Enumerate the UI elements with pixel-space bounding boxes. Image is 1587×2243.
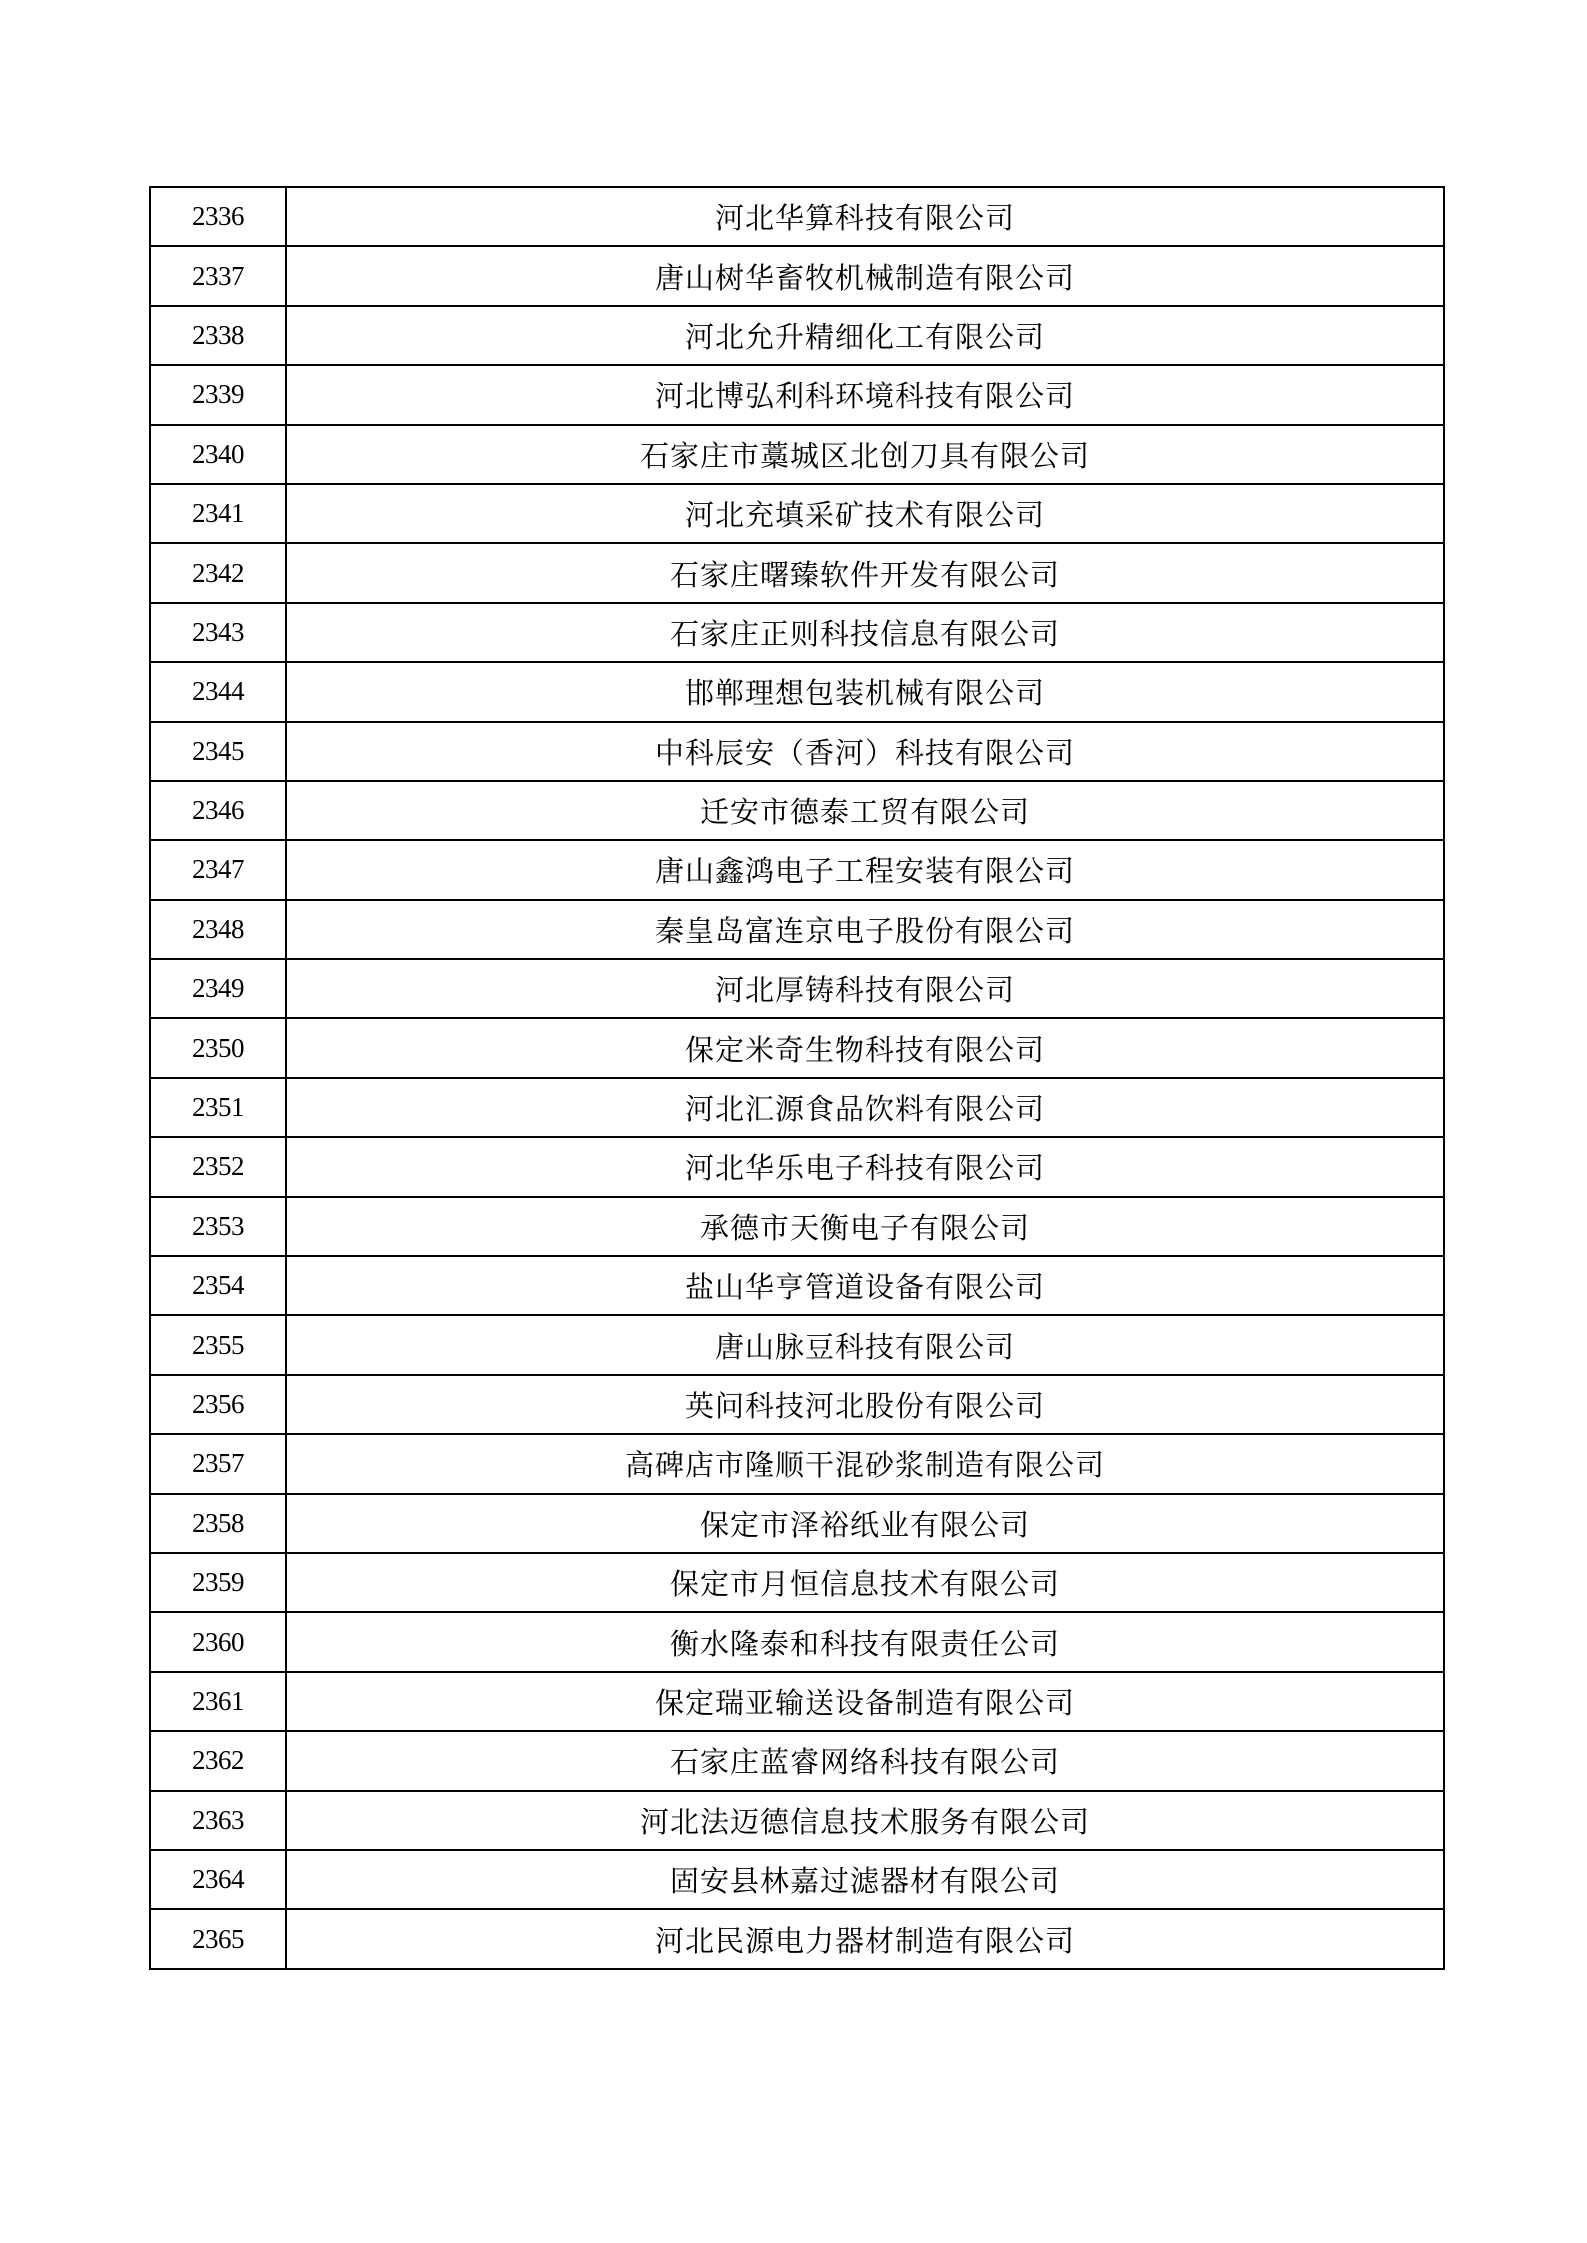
company-name: 保定瑞亚输送设备制造有限公司	[286, 1672, 1444, 1731]
row-number: 2341	[150, 484, 286, 543]
row-number: 2340	[150, 425, 286, 484]
row-number: 2351	[150, 1078, 286, 1137]
row-number: 2348	[150, 900, 286, 959]
company-name: 迁安市德泰工贸有限公司	[286, 781, 1444, 840]
company-name: 河北华算科技有限公司	[286, 187, 1444, 246]
table-row	[150, 722, 1444, 781]
company-name: 河北法迈德信息技术服务有限公司	[286, 1791, 1444, 1850]
table-row	[150, 603, 1444, 662]
company-name: 邯郸理想包装机械有限公司	[286, 662, 1444, 721]
table-row	[150, 1434, 1444, 1493]
company-list-table	[149, 186, 1445, 1970]
company-name: 承德市天衡电子有限公司	[286, 1197, 1444, 1256]
table-row	[150, 1672, 1444, 1731]
table-row	[150, 1078, 1444, 1137]
row-number: 2338	[150, 306, 286, 365]
table-row	[150, 187, 1444, 246]
company-name: 保定市月恒信息技术有限公司	[286, 1553, 1444, 1612]
company-name: 秦皇岛富连京电子股份有限公司	[286, 900, 1444, 959]
company-name: 固安县林嘉过滤器材有限公司	[286, 1850, 1444, 1909]
company-name: 河北厚铸科技有限公司	[286, 959, 1444, 1018]
row-number: 2343	[150, 603, 286, 662]
row-number: 2360	[150, 1612, 286, 1671]
table-row	[150, 1315, 1444, 1374]
table-row	[150, 1791, 1444, 1850]
company-name: 河北博弘利科环境科技有限公司	[286, 365, 1444, 424]
company-name: 保定米奇生物科技有限公司	[286, 1018, 1444, 1077]
table-row	[150, 1553, 1444, 1612]
table-row	[150, 959, 1444, 1018]
row-number: 2354	[150, 1256, 286, 1315]
company-name: 中科辰安（香河）科技有限公司	[286, 722, 1444, 781]
table-row	[150, 1137, 1444, 1196]
table-row	[150, 1375, 1444, 1434]
company-name: 石家庄蓝睿网络科技有限公司	[286, 1731, 1444, 1790]
row-number: 2339	[150, 365, 286, 424]
company-name: 唐山鑫鸿电子工程安装有限公司	[286, 840, 1444, 899]
company-name: 石家庄正则科技信息有限公司	[286, 603, 1444, 662]
company-name: 唐山树华畜牧机械制造有限公司	[286, 246, 1444, 305]
company-name: 高碑店市隆顺干混砂浆制造有限公司	[286, 1434, 1444, 1493]
company-name: 河北汇源食品饮料有限公司	[286, 1078, 1444, 1137]
row-number: 2357	[150, 1434, 286, 1493]
row-number: 2356	[150, 1375, 286, 1434]
row-number: 2363	[150, 1791, 286, 1850]
row-number: 2353	[150, 1197, 286, 1256]
company-name: 河北华乐电子科技有限公司	[286, 1137, 1444, 1196]
row-number: 2365	[150, 1909, 286, 1968]
table-row	[150, 1850, 1444, 1909]
table-row	[150, 1197, 1444, 1256]
company-name: 英问科技河北股份有限公司	[286, 1375, 1444, 1434]
row-number: 2336	[150, 187, 286, 246]
row-number: 2352	[150, 1137, 286, 1196]
table-row	[150, 1256, 1444, 1315]
company-name: 衡水隆泰和科技有限责任公司	[286, 1612, 1444, 1671]
row-number: 2362	[150, 1731, 286, 1790]
company-name: 河北允升精细化工有限公司	[286, 306, 1444, 365]
table-row	[150, 1018, 1444, 1077]
company-name: 河北民源电力器材制造有限公司	[286, 1909, 1444, 1968]
table-row	[150, 1909, 1444, 1968]
row-number: 2358	[150, 1494, 286, 1553]
company-name: 盐山华亨管道设备有限公司	[286, 1256, 1444, 1315]
row-number: 2346	[150, 781, 286, 840]
table-row	[150, 900, 1444, 959]
row-number: 2337	[150, 246, 286, 305]
table-row	[150, 543, 1444, 602]
table-row	[150, 425, 1444, 484]
row-number: 2364	[150, 1850, 286, 1909]
table-row	[150, 306, 1444, 365]
table-row	[150, 781, 1444, 840]
row-number: 2361	[150, 1672, 286, 1731]
table-row	[150, 365, 1444, 424]
table-row	[150, 1612, 1444, 1671]
row-number: 2355	[150, 1315, 286, 1374]
table-row	[150, 840, 1444, 899]
table-row	[150, 662, 1444, 721]
row-number: 2342	[150, 543, 286, 602]
row-number: 2359	[150, 1553, 286, 1612]
row-number: 2350	[150, 1018, 286, 1077]
company-name: 唐山脉豆科技有限公司	[286, 1315, 1444, 1374]
table-row	[150, 1494, 1444, 1553]
row-number: 2345	[150, 722, 286, 781]
company-name: 石家庄市藁城区北创刀具有限公司	[286, 425, 1444, 484]
table-row	[150, 1731, 1444, 1790]
company-name: 河北充填采矿技术有限公司	[286, 484, 1444, 543]
table-row	[150, 246, 1444, 305]
company-name: 石家庄曙臻软件开发有限公司	[286, 543, 1444, 602]
row-number: 2344	[150, 662, 286, 721]
row-number: 2347	[150, 840, 286, 899]
row-number: 2349	[150, 959, 286, 1018]
table-row	[150, 484, 1444, 543]
company-name: 保定市泽裕纸业有限公司	[286, 1494, 1444, 1553]
